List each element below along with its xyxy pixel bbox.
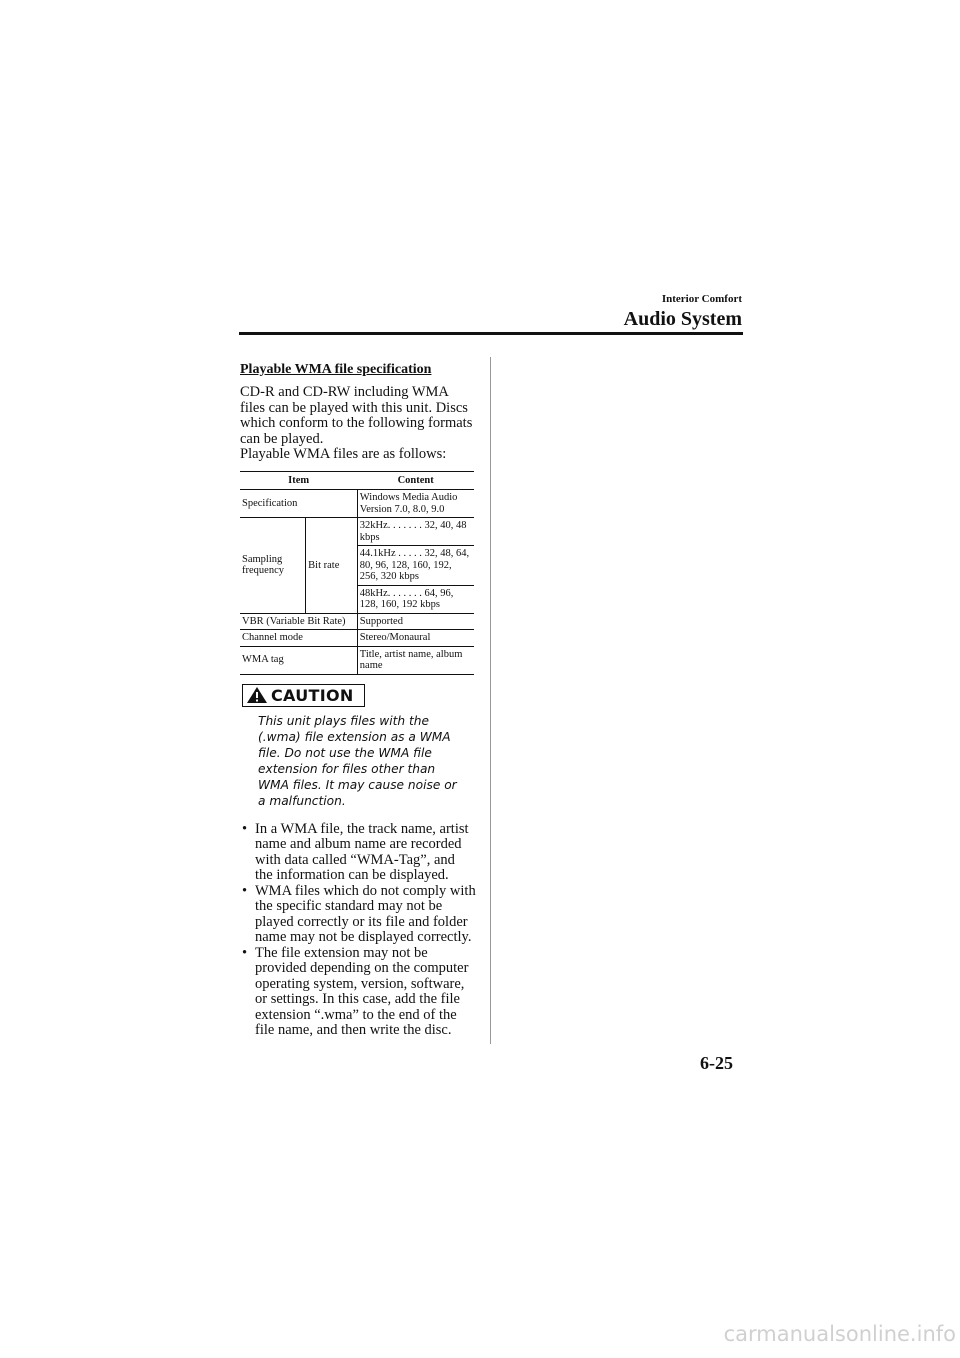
intro-paragraph-2: Playable WMA files are as follows: [240,446,447,462]
table-cell-content: Windows Media Audio Version 7.0, 8.0, 9.0 [357,490,474,518]
table-row [240,646,474,674]
list-item-text: In a WMA file, the track name, artist name and album name are recorded with data called “WMA-Tag”, and the information can be displayed. [255,820,469,883]
table-cell-content: Supported [357,613,474,630]
table-cell-item: Channel mode [240,630,357,647]
table-cell-content: Title, artist name, album name [357,646,474,674]
table-cell-content: 44.1kHz . . . . . 32, 48, 64, 80, 96, 128, 160, 192, 256, 320 kbps [357,546,474,586]
bullet-icon: • [242,882,248,899]
table-cell-subitem: Bit rate [306,518,358,614]
main-column [240,362,476,1039]
caution-label: CAUTION [271,685,354,705]
table-cell-content: Stereo/Monaural [357,630,474,647]
column-divider [490,357,491,1044]
warning-icon [246,686,268,704]
list-item [240,822,476,884]
caution-banner [242,684,365,707]
chapter-title: Audio System [623,308,742,330]
page-header [624,293,742,331]
table-cell-item: Sampling frequency [240,518,306,614]
list-item [240,884,476,946]
watermark: carmanualsonline.info [723,1322,956,1346]
section-label: Interior Comfort [661,293,742,305]
intro-paragraph: CD-R and CD-RW including WMA files can be played with this unit. Discs which conform to the following formats can be played. [240,384,473,447]
table-cell-item: WMA tag [240,646,357,674]
table-header-item: Item [240,471,357,490]
table-cell-item: Specification [240,490,357,518]
page-number: 6-25 [700,1053,733,1073]
table-row [240,613,474,630]
caution-text: This unit plays files with the (.wma) file extension as a WMA file. Do not use the WMA file extension for files other than WMA files. It may cause noise or a malfunction. [258,713,457,808]
table-row [240,630,474,647]
bullet-icon: • [242,944,248,961]
bullet-icon: • [242,820,248,837]
list-item-text: The file extension may not be provided depending on the computer operating system, version, software, or settings. In this case, add the file extension “.wma” to the end of the file name, and then write the disc. [255,944,469,1038]
table-cell-content: 48kHz. . . . . . . 64, 96, 128, 160, 192 kbps [357,585,474,613]
table-header-row [240,471,474,490]
wma-spec-table [240,471,474,675]
table-row [240,518,474,546]
table-cell-item: VBR (Variable Bit Rate) [240,613,357,630]
list-item [240,946,476,1039]
list-item-text: WMA files which do not comply with the specific standard may not be played correctly or its file and folder name may not be displayed correctly. [255,882,476,945]
table-cell-content: 32kHz. . . . . . . 32, 40, 48 kbps [357,518,474,546]
notes-list [240,822,476,1039]
section-heading: Playable WMA file specification [240,362,432,377]
table-row [240,490,474,518]
header-rule [239,332,743,335]
table-header-content: Content [357,471,474,490]
